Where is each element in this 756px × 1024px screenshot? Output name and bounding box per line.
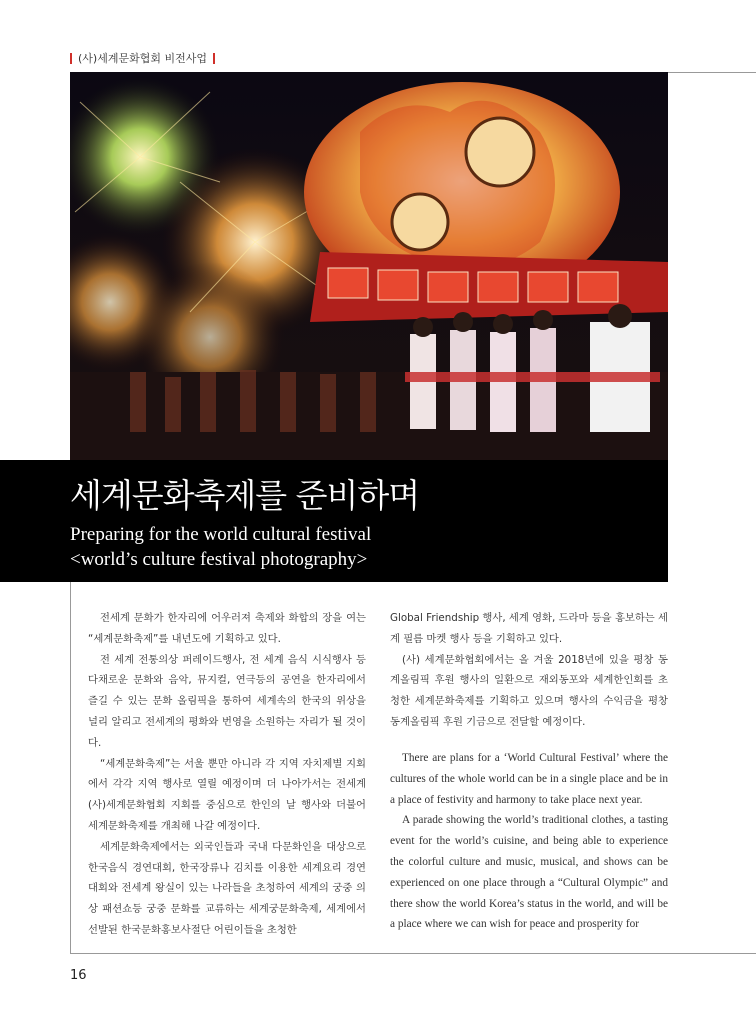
korean-paragraph: (사) 세계문화협회에서는 올 겨울 2018년에 있을 평창 동계올림픽 후원 행사의 일환으로 재외동포와 세계한인회를 초청한 세계문화축제를 기획하고 있으며 행사의 수익금을 평창동계올림픽 후원 기금으로 전달할 예정이다. <box>390 653 668 728</box>
header-rule <box>668 72 756 73</box>
header-bar-left <box>70 53 72 64</box>
section-label: (사)세계문화협회 비전사업 <box>78 52 207 65</box>
footer-rule <box>70 953 756 954</box>
korean-paragraph: Global Friendship 행사, 세계 영화, 드라마 등을 홍보하는 세계 필름 마켓 행사 등을 기획하고 있다. <box>390 612 668 645</box>
hero-photo <box>70 72 668 460</box>
korean-paragraph: 세계문화축제에서는 외국인들과 국내 다문화인을 대상으로 한국음식 경연대회, 한국장류나 김치를 이용한 세계요리 경연대회와 전세계 왕실이 있는 나라들을 초청하여 세계의 궁중 의상 패션쇼등 궁중 문화를 교류하는 세계궁문화축제, 세계에서 선발된 한국문화홍보사절단 어린이들을 초청한 <box>88 840 366 936</box>
english-title-line-2: <world’s culture festival photography> <box>70 549 368 570</box>
english-paragraph: A parade showing the world’s traditional clothes, a tasting event for the world’s cuisine, and being able to experience the colorful culture and music, musical, and shows can be experienced on one place through a “Cultural Olympic” and there show the world Korea’s status in the world, and will be a place where we can wish for peace and prosperity for <box>390 814 668 931</box>
page-number: 16 <box>70 968 87 983</box>
korean-paragraph: 전세계 문화가 한자리에 어우러져 축제와 화합의 장을 여는 “세계문화축제”를 내년도에 기획하고 있다. <box>88 612 366 645</box>
section-header <box>70 50 215 66</box>
english-column <box>390 748 668 935</box>
korean-column-left <box>88 608 366 941</box>
article-title-english <box>70 522 371 572</box>
article-title-korean: 세계문화축제를 준비하며 <box>70 476 420 515</box>
column-rule-left <box>70 582 71 954</box>
korean-paragraph: 전 세계 전통의상 퍼레이드행사, 전 세계 음식 시식행사 등 다채로운 문화와 음악, 뮤지컬, 연극등의 공연을 한자리에서 즐길 수 있는 문화 올림픽을 통하여 세계속의 한국의 위상을 널리 알리고 전세계의 평화와 번영을 소원하는 자리가 될 것이다. <box>88 653 366 749</box>
festival-lantern-fireworks-photo-icon <box>70 72 668 460</box>
english-paragraph: There are plans for a ‘World Cultural Festival’ where the cultures of the whole world can be in a single place and be in a place of festivity and harmony to take place next year. <box>390 752 668 806</box>
korean-column-right <box>390 608 668 733</box>
english-title-line-1: Preparing for the world cultural festival <box>70 524 372 545</box>
header-bar-right <box>213 53 215 64</box>
korean-paragraph: “세계문화축제”는 서울 뿐만 아니라 각 지역 자치제별 지회에서 각각 지역 행사로 열릴 예정이며 더 나아가서는 전세계 (사)세계문화협회 지회를 중심으로 한인의 날 행사와 더불어 세계문화축제를 개최해 나갈 예정이다. <box>88 757 366 832</box>
